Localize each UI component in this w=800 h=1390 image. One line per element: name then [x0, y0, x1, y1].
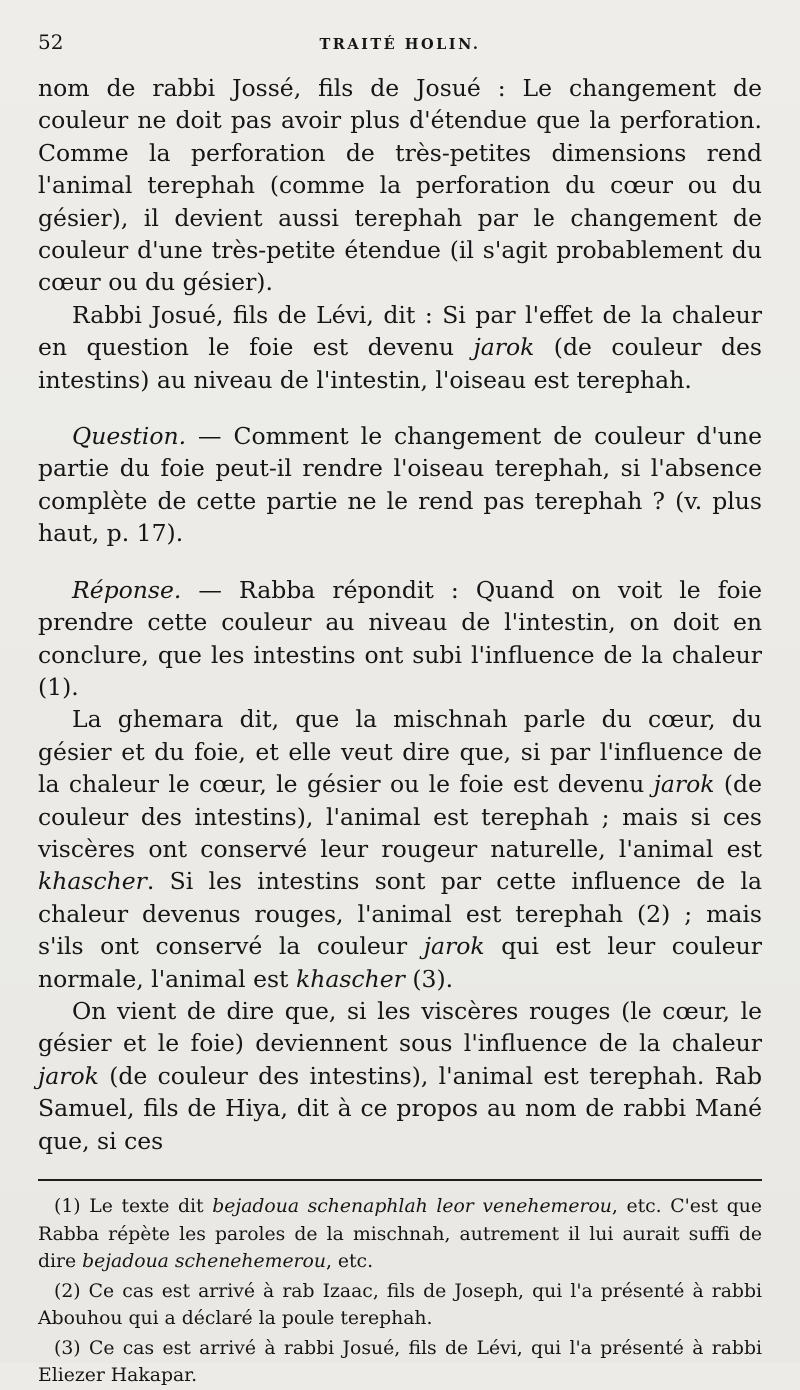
paragraph-5 [38, 703, 762, 995]
paragraph-2 [38, 299, 762, 396]
paragraph-question [38, 420, 762, 550]
page-header [38, 30, 762, 72]
text-run: , etc. C'est que Rabba répète les paroles de la mischnah, autrement il lui aurait suffi de dire [38, 1196, 762, 1272]
text-run: — Rabba répondit : Quand on voit le foie prendre cette couleur au niveau de l'intestin, on doit en conclure, que les intestins ont subi l'influence de la chaleur (1). [38, 575, 762, 701]
text-run: (de couleur des intestins), l'animal est terephah. Rab Samuel, fils de Hiya, dit à ce propos au nom de rabbi Mané que, si ces [38, 1061, 762, 1155]
paragraph-answer [38, 574, 762, 704]
paragraph-1: nom de rabbi Jossé, fils de Josué : Le changement de couleur ne doit pas avoir plus d'étendue que la perforation. Comme la perforation de très-petites dimensions rend l'animal terephah (comme la perforation du cœur ou du gésier), il devient aussi terephah par le changement de couleur d'une très-petite étendue (il s'agit probablement du cœur ou du gésier). [38, 74, 762, 297]
footnotes [38, 1193, 762, 1390]
text-run: La ghemara dit, que la mischnah parle du cœur, du gésier et du foie, et elle veut dire que, si par l'influence de la chaleur le cœur, le gésier ou le foie est devenu [38, 705, 762, 799]
text-run: , etc. [325, 1251, 374, 1272]
question-label: Question. [72, 422, 187, 451]
italic-term: jarok [423, 932, 485, 961]
italic-term: jarok [38, 1061, 99, 1090]
text-run: (de couleur des intestins), l'animal est terephah ; mais si ces viscères ont conservé leur rougeur naturelle, l'animal est [38, 770, 762, 863]
page-number: 52 [38, 30, 64, 54]
running-title: TRAITÉ HOLIN. [319, 36, 481, 53]
main-text [38, 72, 762, 1157]
italic-term: bejadoua schenehemerou [82, 1251, 326, 1272]
paragraph-6 [38, 995, 762, 1157]
text-run: On vient de dire que, si les viscères rouges (le cœur, le gésier et le foie) deviennent sous l'influence de la chaleur [38, 996, 762, 1058]
text-run: (1) Le texte dit [54, 1196, 213, 1217]
footnote-divider [38, 1179, 762, 1181]
text-run: Rabbi Josué, fils de Lévi, dit : Si par l'effet de la chaleur en question le foie est devenu [38, 300, 762, 362]
text-run: — Comment le changement de couleur d'une partie du foie peut-il rendre l'oiseau terephah, si l'absence complète de cette partie ne le rend pas terephah ? (v. plus haut, p. 17). [38, 422, 762, 548]
text-run: . Si les intestins sont par cette influence de la chaleur devenus rouges, l'animal est terephah (2) ; mais s'ils ont conservé la couleur [38, 867, 762, 961]
text-run: (de couleur des intestins) au niveau de l'intestin, l'oiseau est terephah. [38, 333, 762, 394]
italic-term: khascher [295, 964, 405, 993]
italic-term: jarok [473, 333, 535, 362]
footnote-1 [38, 1193, 762, 1276]
answer-label: Réponse. [72, 575, 182, 604]
text-run: (3). [404, 964, 454, 993]
footnote-2: (2) Ce cas est arrivé à rab Izaac, fils de Joseph, qui l'a présenté à rabbi Abouhou qui a déclaré la poule terephah. [38, 1280, 762, 1329]
footnote-3: (3) Ce cas est arrivé à rabbi Josué, fils de Lévi, qui l'a présenté à rabbi Eliezer Hakapar. [38, 1337, 762, 1386]
italic-term: jarok [653, 770, 715, 799]
italic-term: bejadoua schenaphlah leor venehemerou [212, 1196, 612, 1217]
text-run: qui est leur couleur normale, l'animal est [38, 932, 763, 993]
italic-term: khascher [38, 867, 147, 896]
